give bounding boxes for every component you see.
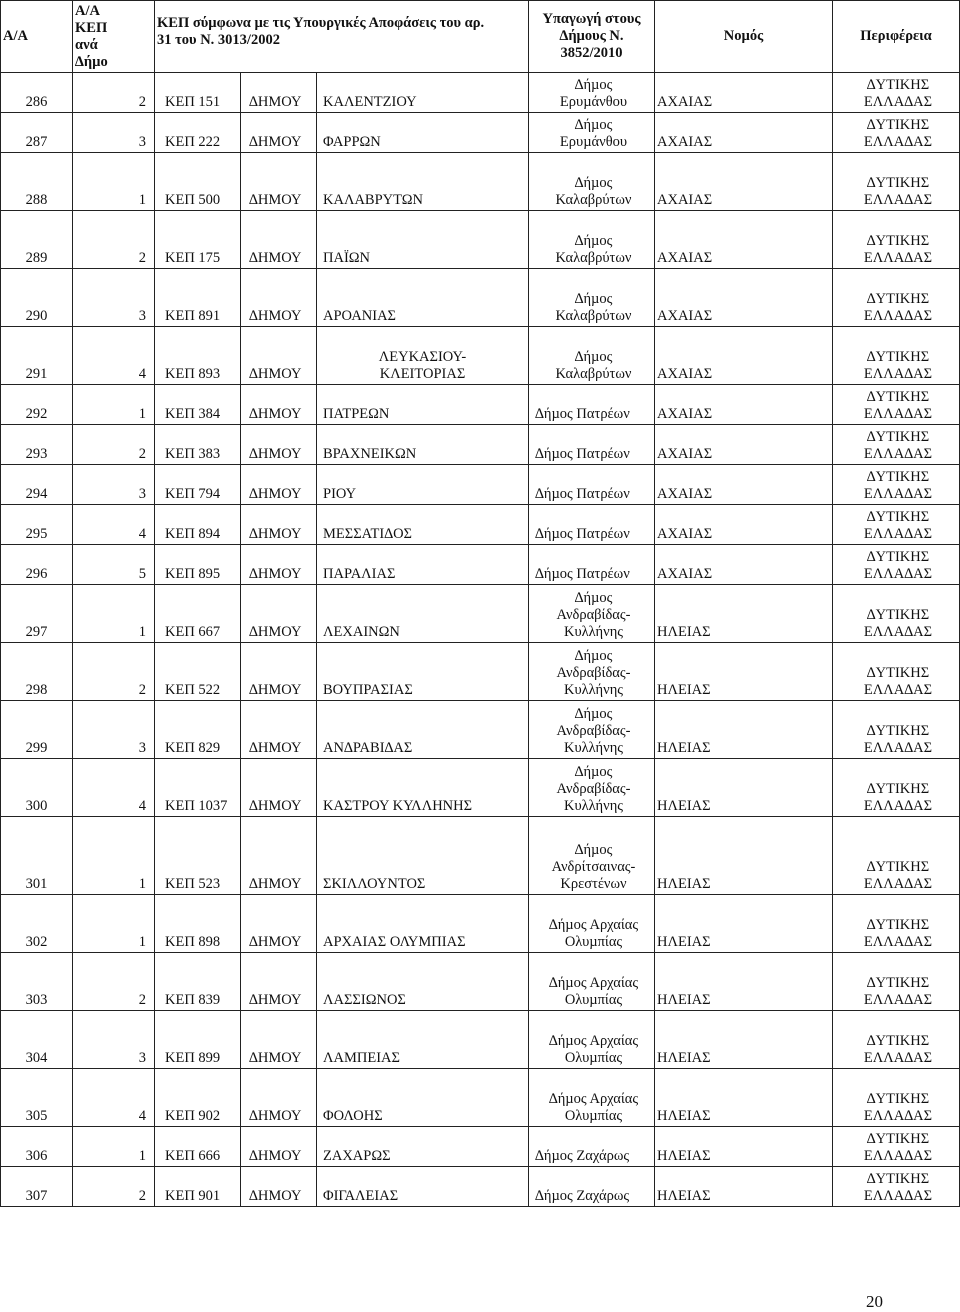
cell-dimos-name: ΛΕΧΑΙΝΩΝ xyxy=(317,585,529,643)
cell-kep: ΚΕΠ 523 xyxy=(155,817,241,895)
cell-index: 4 xyxy=(73,505,155,545)
cell-municipality: ∆ήµος Πατρέων xyxy=(529,465,655,505)
table-row xyxy=(1,953,960,1011)
cell-periferia: ∆ΥΤΙΚΗΣ ΕΛΛΑ∆ΑΣ xyxy=(833,211,960,269)
cell-index: 3 xyxy=(73,1011,155,1069)
cell-periferia: ∆ΥΤΙΚΗΣ ΕΛΛΑ∆ΑΣ xyxy=(833,73,960,113)
table-row xyxy=(1,1127,960,1167)
cell-kep: ΚΕΠ 899 xyxy=(155,1011,241,1069)
cell-periferia: ∆ΥΤΙΚΗΣ ΕΛΛΑ∆ΑΣ xyxy=(833,505,960,545)
cell-dimou: ∆ΗΜΟΥ xyxy=(241,759,317,817)
cell-index: 2 xyxy=(73,953,155,1011)
cell-dimos-name: ΑΡΧΑΙΑΣ ΟΛΥΜΠΙΑΣ xyxy=(317,895,529,953)
cell-nomos: ΑΧΑΙΑΣ xyxy=(655,425,833,465)
cell-kep: ΚΕΠ 839 xyxy=(155,953,241,1011)
cell-periferia: ∆ΥΤΙΚΗΣ ΕΛΛΑ∆ΑΣ xyxy=(833,585,960,643)
cell-index: 3 xyxy=(73,701,155,759)
table-row xyxy=(1,895,960,953)
cell-periferia: ∆ΥΤΙΚΗΣ ΕΛΛΑ∆ΑΣ xyxy=(833,701,960,759)
cell-nomos: ΑΧΑΙΑΣ xyxy=(655,269,833,327)
cell-dimou: ∆ΗΜΟΥ xyxy=(241,817,317,895)
cell-nomos: ΑΧΑΙΑΣ xyxy=(655,153,833,211)
cell-index: 1 xyxy=(73,585,155,643)
cell-index: 2 xyxy=(73,73,155,113)
cell-municipality: ∆ήµος Πατρέων xyxy=(529,425,655,465)
header-row xyxy=(1,1,960,73)
cell-dimos-name: ΣΚΙΛΛΟΥΝΤΟΣ xyxy=(317,817,529,895)
cell-periferia: ∆ΥΤΙΚΗΣ ΕΛΛΑ∆ΑΣ xyxy=(833,817,960,895)
cell-kep: ΚΕΠ 384 xyxy=(155,385,241,425)
cell-dimou: ∆ΗΜΟΥ xyxy=(241,73,317,113)
cell-kep: ΚΕΠ 894 xyxy=(155,505,241,545)
cell-kep: ΚΕΠ 794 xyxy=(155,465,241,505)
cell-municipality: ∆ήµος Καλαβρύτων xyxy=(529,211,655,269)
cell-aa: 290 xyxy=(1,269,73,327)
cell-index: 4 xyxy=(73,1069,155,1127)
cell-aa: 297 xyxy=(1,585,73,643)
cell-aa: 296 xyxy=(1,545,73,585)
cell-nomos: ΑΧΑΙΑΣ xyxy=(655,113,833,153)
cell-dimou: ∆ΗΜΟΥ xyxy=(241,895,317,953)
cell-periferia: ∆ΥΤΙΚΗΣ ΕΛΛΑ∆ΑΣ xyxy=(833,385,960,425)
table-row xyxy=(1,545,960,585)
cell-municipality: ∆ήµος Αρχαίας Ολυµπίας xyxy=(529,1011,655,1069)
cell-dimos-name: ΚΑΛΕΝΤΖΙΟΥ xyxy=(317,73,529,113)
table-row xyxy=(1,505,960,545)
cell-municipality: ∆ήµος Ανδραβίδας- Κυλλήνης xyxy=(529,701,655,759)
cell-aa: 302 xyxy=(1,895,73,953)
cell-dimos-name: ΠΑΡΑΛΙΑΣ xyxy=(317,545,529,585)
cell-dimou: ∆ΗΜΟΥ xyxy=(241,425,317,465)
cell-municipality: ∆ήµος Πατρέων xyxy=(529,545,655,585)
cell-aa: 306 xyxy=(1,1127,73,1167)
cell-nomos: ΑΧΑΙΑΣ xyxy=(655,211,833,269)
cell-dimou: ∆ΗΜΟΥ xyxy=(241,211,317,269)
cell-periferia: ∆ΥΤΙΚΗΣ ΕΛΛΑ∆ΑΣ xyxy=(833,1127,960,1167)
header-aa: Α/Α xyxy=(1,1,73,73)
cell-aa: 291 xyxy=(1,327,73,385)
cell-municipality: ∆ήµος Πατρέων xyxy=(529,385,655,425)
cell-index: 2 xyxy=(73,211,155,269)
cell-kep: ΚΕΠ 500 xyxy=(155,153,241,211)
cell-index: 2 xyxy=(73,425,155,465)
cell-dimos-name: ΛΑΣΣΙΩΝΟΣ xyxy=(317,953,529,1011)
cell-municipality: ∆ήµος Ανδρίτσαινας- Κρεστένων xyxy=(529,817,655,895)
cell-aa: 303 xyxy=(1,953,73,1011)
cell-dimos-name: ΑΡΟΑΝΙΑΣ xyxy=(317,269,529,327)
cell-dimou: ∆ΗΜΟΥ xyxy=(241,1127,317,1167)
cell-periferia: ∆ΥΤΙΚΗΣ ΕΛΛΑ∆ΑΣ xyxy=(833,953,960,1011)
cell-dimos-name: ΠΑΪΩΝ xyxy=(317,211,529,269)
page-number: 20 xyxy=(866,1292,883,1311)
cell-dimos-name: ΦΟΛΟΗΣ xyxy=(317,1069,529,1127)
table-row xyxy=(1,585,960,643)
cell-aa: 295 xyxy=(1,505,73,545)
cell-nomos: ΗΛΕΙΑΣ xyxy=(655,1127,833,1167)
cell-nomos: ΗΛΕΙΑΣ xyxy=(655,895,833,953)
cell-dimou: ∆ΗΜΟΥ xyxy=(241,465,317,505)
cell-index: 3 xyxy=(73,465,155,505)
cell-municipality: ∆ήµος Ανδραβίδας- Κυλλήνης xyxy=(529,643,655,701)
cell-kep: ΚΕΠ 175 xyxy=(155,211,241,269)
table-row xyxy=(1,465,960,505)
cell-aa: 300 xyxy=(1,759,73,817)
cell-kep: ΚΕΠ 895 xyxy=(155,545,241,585)
cell-periferia: ∆ΥΤΙΚΗΣ ΕΛΛΑ∆ΑΣ xyxy=(833,643,960,701)
table-row xyxy=(1,643,960,701)
cell-dimou: ∆ΗΜΟΥ xyxy=(241,585,317,643)
cell-kep: ΚΕΠ 522 xyxy=(155,643,241,701)
cell-municipality: ∆ήµος Καλαβρύτων xyxy=(529,153,655,211)
cell-nomos: ΗΛΕΙΑΣ xyxy=(655,1011,833,1069)
table-row xyxy=(1,211,960,269)
cell-nomos: ΗΛΕΙΑΣ xyxy=(655,585,833,643)
cell-periferia: ∆ΥΤΙΚΗΣ ΕΛΛΑ∆ΑΣ xyxy=(833,1167,960,1207)
cell-nomos: ΑΧΑΙΑΣ xyxy=(655,545,833,585)
cell-municipality: ∆ήµος Καλαβρύτων xyxy=(529,327,655,385)
cell-municipality: ∆ήµος Ανδραβίδας- Κυλλήνης xyxy=(529,585,655,643)
cell-aa: 307 xyxy=(1,1167,73,1207)
table-row xyxy=(1,113,960,153)
cell-kep: ΚΕΠ 1037 xyxy=(155,759,241,817)
cell-dimou: ∆ΗΜΟΥ xyxy=(241,1167,317,1207)
cell-municipality: ∆ήµος Αρχαίας Ολυµπίας xyxy=(529,895,655,953)
cell-municipality: ∆ήµος Ζαχάρως xyxy=(529,1127,655,1167)
cell-dimou: ∆ΗΜΟΥ xyxy=(241,1011,317,1069)
cell-index: 4 xyxy=(73,759,155,817)
header-nomos: Νοµός xyxy=(655,1,833,73)
cell-dimos-name: ΠΑΤΡΕΩΝ xyxy=(317,385,529,425)
cell-periferia: ∆ΥΤΙΚΗΣ ΕΛΛΑ∆ΑΣ xyxy=(833,895,960,953)
cell-kep: ΚΕΠ 893 xyxy=(155,327,241,385)
cell-aa: 292 xyxy=(1,385,73,425)
cell-dimos-name: ΚΑΣΤΡΟΥ ΚΥΛΛΗΝΗΣ xyxy=(317,759,529,817)
cell-dimou: ∆ΗΜΟΥ xyxy=(241,153,317,211)
table-row xyxy=(1,1167,960,1207)
cell-nomos: ΗΛΕΙΑΣ xyxy=(655,1069,833,1127)
header-aa-per-dimo: Α/Α ΚΕΠ ανά ∆ήµο xyxy=(73,1,155,73)
table-row xyxy=(1,817,960,895)
cell-periferia: ∆ΥΤΙΚΗΣ ΕΛΛΑ∆ΑΣ xyxy=(833,1069,960,1127)
cell-periferia: ∆ΥΤΙΚΗΣ ΕΛΛΑ∆ΑΣ xyxy=(833,327,960,385)
table-row xyxy=(1,269,960,327)
cell-kep: ΚΕΠ 829 xyxy=(155,701,241,759)
cell-periferia: ∆ΥΤΙΚΗΣ ΕΛΛΑ∆ΑΣ xyxy=(833,153,960,211)
cell-index: 3 xyxy=(73,113,155,153)
cell-dimos-name: ΒΡΑΧΝΕΙΚΩΝ xyxy=(317,425,529,465)
cell-kep: ΚΕΠ 151 xyxy=(155,73,241,113)
cell-dimou: ∆ΗΜΟΥ xyxy=(241,385,317,425)
cell-dimos-name: ΑΝ∆ΡΑΒΙ∆ΑΣ xyxy=(317,701,529,759)
cell-periferia: ∆ΥΤΙΚΗΣ ΕΛΛΑ∆ΑΣ xyxy=(833,113,960,153)
cell-kep: ΚΕΠ 902 xyxy=(155,1069,241,1127)
cell-dimou: ∆ΗΜΟΥ xyxy=(241,113,317,153)
cell-periferia: ∆ΥΤΙΚΗΣ ΕΛΛΑ∆ΑΣ xyxy=(833,425,960,465)
table-row xyxy=(1,425,960,465)
cell-municipality: ∆ήµος Ερυµάνθου xyxy=(529,113,655,153)
cell-periferia: ∆ΥΤΙΚΗΣ ΕΛΛΑ∆ΑΣ xyxy=(833,545,960,585)
cell-dimos-name: ΖΑΧΑΡΩΣ xyxy=(317,1127,529,1167)
cell-nomos: ΗΛΕΙΑΣ xyxy=(655,817,833,895)
cell-index: 1 xyxy=(73,817,155,895)
cell-nomos: ΑΧΑΙΑΣ xyxy=(655,385,833,425)
cell-aa: 288 xyxy=(1,153,73,211)
cell-nomos: ΗΛΕΙΑΣ xyxy=(655,953,833,1011)
cell-aa: 305 xyxy=(1,1069,73,1127)
cell-kep: ΚΕΠ 666 xyxy=(155,1127,241,1167)
cell-dimos-name: ΛΑΜΠΕΙΑΣ xyxy=(317,1011,529,1069)
table-row xyxy=(1,73,960,113)
cell-kep: ΚΕΠ 667 xyxy=(155,585,241,643)
cell-index: 1 xyxy=(73,895,155,953)
cell-dimou: ∆ΗΜΟΥ xyxy=(241,953,317,1011)
cell-aa: 289 xyxy=(1,211,73,269)
cell-dimou: ∆ΗΜΟΥ xyxy=(241,643,317,701)
cell-nomos: ΑΧΑΙΑΣ xyxy=(655,465,833,505)
table-row xyxy=(1,701,960,759)
cell-municipality: ∆ήµος Καλαβρύτων xyxy=(529,269,655,327)
cell-dimos-name: ΦΙΓΑΛΕΙΑΣ xyxy=(317,1167,529,1207)
cell-dimos-name: ΦΑΡΡΩΝ xyxy=(317,113,529,153)
cell-nomos: ΑΧΑΙΑΣ xyxy=(655,327,833,385)
cell-municipality: ∆ήµος Αρχαίας Ολυµπίας xyxy=(529,953,655,1011)
cell-dimou: ∆ΗΜΟΥ xyxy=(241,505,317,545)
cell-periferia: ∆ΥΤΙΚΗΣ ΕΛΛΑ∆ΑΣ xyxy=(833,269,960,327)
cell-periferia: ∆ΥΤΙΚΗΣ ΕΛΛΑ∆ΑΣ xyxy=(833,465,960,505)
cell-dimou: ∆ΗΜΟΥ xyxy=(241,327,317,385)
cell-index: 1 xyxy=(73,153,155,211)
cell-periferia: ∆ΥΤΙΚΗΣ ΕΛΛΑ∆ΑΣ xyxy=(833,759,960,817)
cell-index: 4 xyxy=(73,327,155,385)
table-row xyxy=(1,385,960,425)
cell-index: 1 xyxy=(73,1127,155,1167)
cell-periferia: ∆ΥΤΙΚΗΣ ΕΛΛΑ∆ΑΣ xyxy=(833,1011,960,1069)
cell-municipality: ∆ήµος Πατρέων xyxy=(529,505,655,545)
cell-municipality: ∆ήµος Αρχαίας Ολυµπίας xyxy=(529,1069,655,1127)
header-ypagogi: Υπαγωγή στους ∆ήµους Ν. 3852/2010 xyxy=(529,1,655,73)
cell-aa: 294 xyxy=(1,465,73,505)
cell-aa: 298 xyxy=(1,643,73,701)
cell-nomos: ΑΧΑΙΑΣ xyxy=(655,73,833,113)
cell-dimos-name: ΚΑΛΑΒΡΥΤΩΝ xyxy=(317,153,529,211)
table-row xyxy=(1,327,960,385)
cell-dimou: ∆ΗΜΟΥ xyxy=(241,269,317,327)
cell-municipality: ∆ήµος Ερυµάνθου xyxy=(529,73,655,113)
cell-aa: 286 xyxy=(1,73,73,113)
cell-aa: 299 xyxy=(1,701,73,759)
cell-aa: 287 xyxy=(1,113,73,153)
table-body xyxy=(1,73,960,1207)
cell-nomos: ΗΛΕΙΑΣ xyxy=(655,701,833,759)
cell-dimos-name: ΡΙΟΥ xyxy=(317,465,529,505)
table-row xyxy=(1,759,960,817)
table-row xyxy=(1,153,960,211)
cell-municipality: ∆ήµος Ζαχάρως xyxy=(529,1167,655,1207)
cell-dimos-name: ΜΕΣΣΑΤΙ∆ΟΣ xyxy=(317,505,529,545)
cell-index: 5 xyxy=(73,545,155,585)
cell-municipality: ∆ήµος Ανδραβίδας- Κυλλήνης xyxy=(529,759,655,817)
cell-index: 2 xyxy=(73,643,155,701)
cell-dimou: ∆ΗΜΟΥ xyxy=(241,1069,317,1127)
cell-kep: ΚΕΠ 901 xyxy=(155,1167,241,1207)
cell-dimou: ∆ΗΜΟΥ xyxy=(241,545,317,585)
cell-kep: ΚΕΠ 383 xyxy=(155,425,241,465)
cell-dimos-name: ΛΕΥΚΑΣΙΟΥ- ΚΛΕΙΤΟΡΙΑΣ xyxy=(317,327,529,385)
cell-aa: 301 xyxy=(1,817,73,895)
table-row xyxy=(1,1069,960,1127)
table-row xyxy=(1,1011,960,1069)
cell-kep: ΚΕΠ 898 xyxy=(155,895,241,953)
cell-dimou: ∆ΗΜΟΥ xyxy=(241,701,317,759)
cell-nomos: ΗΛΕΙΑΣ xyxy=(655,1167,833,1207)
header-periferia: Περιφέρεια xyxy=(833,1,960,73)
cell-aa: 304 xyxy=(1,1011,73,1069)
cell-kep: ΚΕΠ 891 xyxy=(155,269,241,327)
cell-aa: 293 xyxy=(1,425,73,465)
cell-kep: ΚΕΠ 222 xyxy=(155,113,241,153)
cell-index: 1 xyxy=(73,385,155,425)
cell-index: 3 xyxy=(73,269,155,327)
header-kep: ΚΕΠ σύµφωνα µε τις Υπουργικές Αποφάσεις του αρ. 31 του Ν. 3013/2002 xyxy=(155,1,529,73)
cell-nomos: ΑΧΑΙΑΣ xyxy=(655,505,833,545)
cell-dimos-name: ΒΟΥΠΡΑΣΙΑΣ xyxy=(317,643,529,701)
cell-nomos: ΗΛΕΙΑΣ xyxy=(655,759,833,817)
cell-nomos: ΗΛΕΙΑΣ xyxy=(655,643,833,701)
cell-index: 2 xyxy=(73,1167,155,1207)
